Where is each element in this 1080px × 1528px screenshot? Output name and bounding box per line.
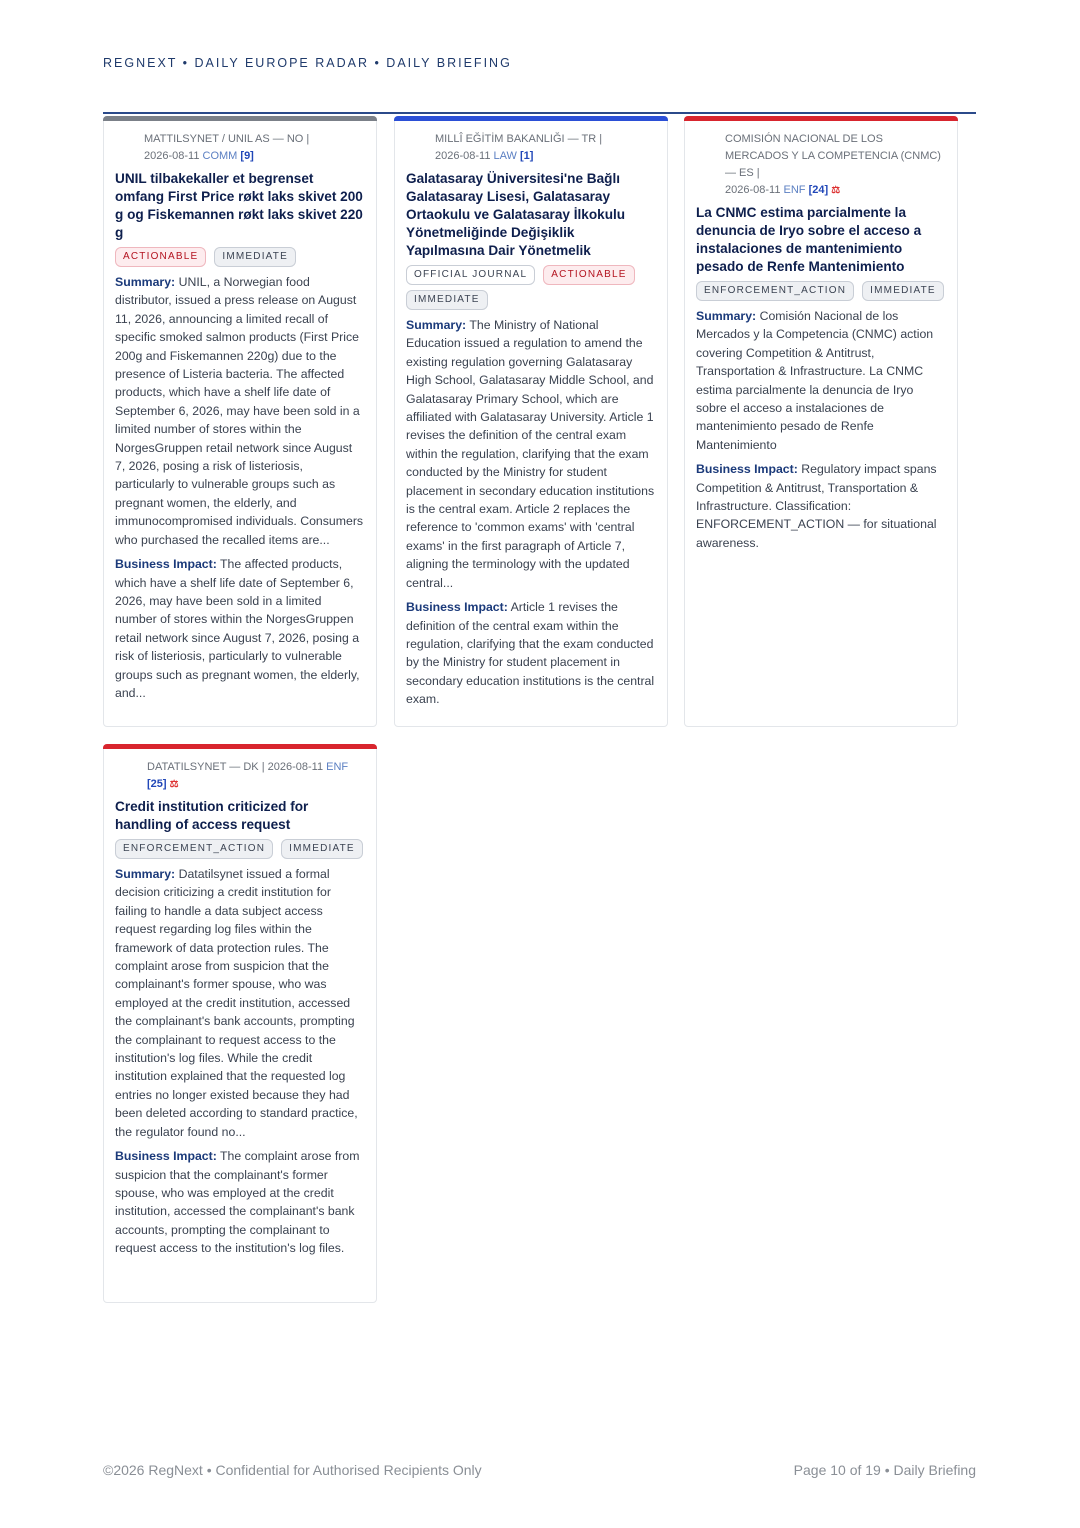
summary-text: Comisión Nacional de los Mercados y la Competencia (CNMC) action covering Competition & Antitrust, Transportation & Infrastructure. La CNMC estima parcialmente la denuncia de Iryo sobre el acceso a instalaciones de mantenimiento pesado de Renfe Mantenimiento [696,309,934,452]
meta-date: 2026-08-11 [267,761,324,773]
badge-actionable: ACTIONABLE [543,265,634,285]
scales-icon: ⚖ [169,779,179,790]
summary-text: The Ministry of National Education issued a regulation to amend the existing regulation governing Galatasaray High School, Galatasaray Middle School, and Galatasaray Primary School, which are affiliated with Galatasaray University. Article 1 revises the definition of the central exam within the regulation, clarifying that the exam conducted by the Ministry for student placement in secondary education institutions is the central exam. Article 2 replaces the reference to 'common exams' with 'central exams' in the first paragraph of Article 7, aligning the terminology with the updated central... [406,318,655,590]
card-accent-bar [103,744,377,749]
badge-row [115,839,365,859]
meta-tag: ENF [326,761,349,773]
impact-text: The complaint arose from suspicion that the complainant's former spouse, who was employed at the credit institution, accessed the complainant's bank accounts, prompting the complainant to request access to the institution's log files. [115,1149,360,1256]
summary-label: Summary: [406,318,467,332]
badge-immediate: IMMEDIATE [406,290,488,310]
briefing-card [684,116,958,727]
footer-copyright: ©2026 RegNext • Confidential for Authorised Recipients Only [103,1462,482,1478]
card-accent-bar [684,116,958,121]
card-title[interactable]: UNIL tilbakekaller et begrenset omfang First Price røkt laks skivet 200 g og Fiskemannen røkt laks skivet 220 g [115,171,363,240]
badge-actionable: ACTIONABLE [115,247,206,267]
summary-paragraph [406,316,656,592]
meta-source: DATATILSYNET — DK | [147,761,265,773]
briefing-card [394,116,668,727]
badge-enforcement-action: ENFORCEMENT_ACTION [115,839,273,859]
badge-enforcement-action: ENFORCEMENT_ACTION [696,281,854,301]
summary-paragraph [115,865,365,1141]
impact-paragraph [406,598,656,708]
summary-paragraph [696,307,946,454]
briefing-card [103,116,377,727]
meta-tag: ENF [783,184,806,196]
badge-official-journal: OFFICIAL JOURNAL [406,265,535,285]
meta-count[interactable]: [1] [520,150,534,162]
meta-source: COMISIÓN NACIONAL DE LOS MERCADOS Y LA COMPETENCIA (CNMC) — ES | [725,133,941,179]
impact-label: Business Impact: [406,600,508,615]
badge-row [696,281,946,301]
impact-text: Regulatory impact spans Competition & Antitrust, Transportation & Infrastructure. Classification: ENFORCEMENT_ACTION — for situational awareness. [696,462,937,550]
meta-count[interactable]: [25] [147,778,167,790]
impact-paragraph [696,460,946,552]
meta-date: 2026-08-11 [725,184,781,196]
impact-label: Business Impact: [115,1149,217,1164]
briefing-card [103,744,377,1303]
summary-text: Datatilsynet issued a formal decision criticizing a credit institution for failing to handle a data subject access request regarding log files within the framework of data protection rules. The complaint arose from suspicion that the complainant's former spouse, who was employed at the credit institution, accessed the complainant's bank accounts, prompting the complainant to request access to the institution's log files. While the credit institution explained that the requested log entries no longer existed because they had been deleted according to standard practice, the regulator found no... [115,867,358,1139]
meta-count[interactable]: [9] [240,150,254,162]
card-meta [115,759,365,793]
card-meta [115,131,365,165]
card-meta [696,131,946,199]
summary-text: UNIL, a Norwegian food distributor, issued a press release on August 11, 2026, announcing a limited recall of specific smoked salmon products (First Price 200g and Fiskemannen 220g) due to the presence of Listeria bacteria. The affected products, which have a shelf life date of September 6, 2026, may have been sold in a limited number of stores within the NorgesGruppen retail network since August 7, 2026, posing a risk of listeriosis, particularly to vulnerable groups such as pregnant women, the elderly, and immunocompromised individuals. Consumers who purchased the recalled items are... [115,275,364,547]
badge-row [115,247,365,267]
card-accent-bar [103,116,377,121]
badge-immediate: IMMEDIATE [281,839,363,859]
badge-row [406,265,656,310]
card-meta [406,131,656,165]
badge-immediate: IMMEDIATE [862,281,944,301]
card-title[interactable]: Credit institution criticized for handling of access request [115,799,309,832]
summary-label: Summary: [115,275,176,289]
meta-count[interactable]: [24] [808,184,829,196]
scales-icon: ⚖ [831,185,841,196]
summary-label: Summary: [115,867,176,881]
impact-label: Business Impact: [115,557,217,572]
header-rule [103,112,976,114]
summary-paragraph [115,273,365,549]
meta-date: 2026-08-11 [435,150,491,162]
meta-source: MILLÎ EĞİTİM BAKANLIĞI — TR | [435,133,603,145]
impact-text: Article 1 revises the definition of the central exam within the regulation, clarifying that the exam conducted by the Ministry for student placement in secondary education institutions is the central exam. [406,600,655,707]
impact-text: The affected products, which have a shelf life date of September 6, 2026, may have been sold in a limited number of stores within the NorgesGruppen retail network since August 7, 2026, posing a risk of listeriosis, particularly to vulnerable groups such as pregnant women, the elderly, and... [115,557,360,700]
badge-immediate: IMMEDIATE [214,247,296,267]
card-title[interactable]: Galatasaray Üniversitesi'ne Bağlı Galatasaray Lisesi, Galatasaray Ortaokulu ve Galatasaray İlkokulu Yönetmeliğinde Değişiklik Yapılmasına Dair Yönetmelik [406,171,626,258]
meta-source: MATTILSYNET / UNIL AS — NO | [144,133,310,145]
meta-date: 2026-08-11 [144,150,200,162]
meta-tag: COMM [202,150,238,162]
report-header: REGNEXT • DAILY EUROPE RADAR • DAILY BRIEFING [103,56,512,70]
summary-label: Summary: [696,309,757,323]
card-title[interactable]: La CNMC estima parcialmente la denuncia de Iryo sobre el acceso a instalaciones de mantenimiento pesado de Renfe Mantenimiento [696,205,922,274]
impact-paragraph [115,555,365,702]
card-accent-bar [394,116,668,121]
impact-label: Business Impact: [696,462,798,477]
footer-page-number: Page 10 of 19 • Daily Briefing [793,1462,976,1478]
impact-paragraph [115,1147,365,1257]
meta-tag: LAW [493,150,517,162]
